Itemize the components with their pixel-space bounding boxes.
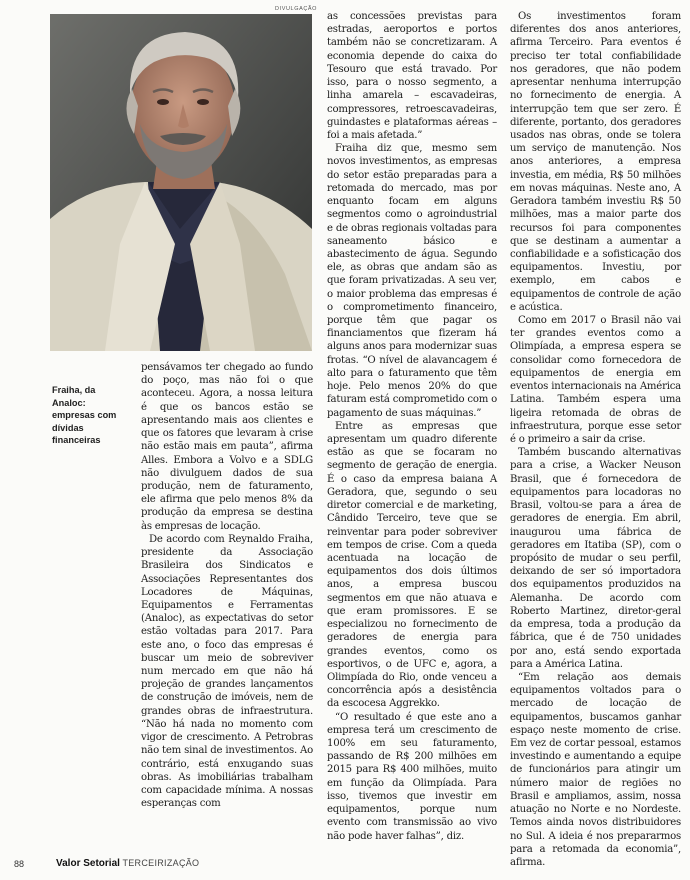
paragraph: “O resultado é que este ano a empresa terá um crescimento de 100% em seu faturamento, passando de R$ 200 milhões em 2015 para R$ 400 milhões, muito em função da Olimpíada. Para isso, tivemos que investir em equipamentos, porque num evento com transmissão ao vivo não pode haver falhas”, diz.: [327, 711, 497, 842]
paragraph: Como em 2017 o Brasil não vai ter grandes eventos como a Olimpíada, a empresa espera se consolidar como fornecedora de equipamentos de energia em eventos internacionais na América Latina. Também espera uma ligeira retomada de obras de infraestrutura, porque esse setor é o primeiro a sair da crise.: [510, 315, 681, 445]
article-column-3: [510, 10, 681, 869]
article-column-2: [327, 10, 497, 843]
photo-credit: DIVULGAÇÃO: [275, 6, 318, 12]
paragraph: as concessões previstas para estradas, aeroportos e portos também não se concretizaram. A economia depende do caixa do Tesouro que está travado. Por isso, para o nosso segmento, a linha amarela – escavadeiras, compressores, retroescavadeiras, guindastes e plataformas aéreas – foi a mais afetada.”: [327, 11, 497, 141]
paragraph: Entre as empresas que apresentam um quadro diferente estão as que se focaram no segmento de geração de energia. É o caso da empresa baiana A Geradora, que, segundo o seu diretor comercial e de marketing, Cândido Terceiro, teve que se reinventar para poder sobreviver em tempos de crise. Com a queda acentuada na locação de equipamentos dos dois últimos anos, a empresa buscou segmentos em que não atuava e que eram promissores. E se especializou no fornecimento de geradores de energia para grandes eventos, como os esportivos, o de UFC e, agora, a Olimpíada do Rio, onde venceu a concorrência após a desistência da escocesa Aggrekko.: [327, 420, 497, 710]
publication-brand: [56, 858, 199, 869]
brand-name: Valor Setorial: [56, 858, 120, 869]
paragraph: Os investimentos foram diferentes dos anos anteriores, afirma Terceiro. Para eventos é preciso ter total confiabilidade nos geradores, que não podem apresentar nenhuma interrupção no fornecimento de energia. A interrupção tem que ser zero. É diferente, portanto, dos geradores usados nas obras, onde se tolera um serviço de manutenção. Nos anos anteriores, a empresa investia, em média, R$ 50 milhões em novas máquinas. Neste ano, A Geradora também investiu R$ 50 milhões, mas a maior parte dos recursos foi para componentes que se destinam a aumentar a confiabilidade e a sofisticação dos equipamentos. Investiu, por exemplo, em cabos e equipamentos de controle de ação e acústica.: [510, 11, 681, 313]
paragraph: pensávamos ter chegado ao fundo do poço, mas não foi o que aconteceu. Agora, a nossa leitura é que os bancos estão se apresentando mais aos clientes e que os fatores que levaram à crise não estão mais em pauta”, afirma Alles. Embora a Volvo e a SDLG não divulguem dados de sua produção, nem de faturamento, ele afirma que pelo menos 8% da produção da empresa se destina às empresas de locação.: [141, 362, 313, 532]
portrait-photo: [50, 14, 312, 351]
photo-caption: Fraiha, da Analoc: empresas com dívidas financeiras: [52, 385, 117, 445]
paragraph: Também buscando alternativas para a crise, a Wacker Neuson Brasil, que é fornecedora de equipamentos para locadoras no Brasil, voltou-se para a área de geradores de energia. Em abril, inaugurou uma fábrica de geradores em Itatiba (SP), com o propósito de mudar o seu perfil, deixando de ser só importadora dos equipamentos produzidos na Alemanha. De acordo com Roberto Martinez, diretor-geral da empresa, toda a produção da fábrica, que é de 750 unidades por ano, está sendo exportada para a América Latina.: [510, 447, 681, 670]
section-name: TERCEIRIZAÇÃO: [122, 858, 200, 868]
paragraph: De acordo com Reynaldo Fraiha, presidente da Associação Brasileira dos Sindicatos e Associações Representantes dos Locadores de Máquinas, Equipamentos e Ferramentas (Analoc), as expectativas do setor estão voltadas para 2017. Para este ano, o foco das empresas é buscar um meio de sobreviver num mercado em que não há projeção de grandes lançamentos de construção de imóveis, nem de grandes obras de infraestrutura. “Não há nada no momento com vigor de crescimento. A Petrobras não tem sinal de investimentos. Ao contrário, está enxugando suas obras. As imobiliárias trabalham com capacidade mínima. A nossas esperanças com: [141, 533, 313, 810]
page-number: 88: [14, 859, 25, 869]
article-column-1: [141, 361, 313, 810]
paragraph: Fraiha diz que, mesmo sem novos investimentos, as empresas do setor estão preparadas para a retomada do mercado, mas por enquanto focam em alguns segmentos como o agroindustrial e de obras regionais voltadas para saneamento básico e abastecimento de água. Segundo ele, as obras que andam são as que foram privatizadas. A seu ver, o maior problema das empresas é o comprometimento financeiro, porque têm que pagar os financiamentos que fizeram há alguns anos para modernizar suas frotas. “O nível de alavancagem é alto para o faturamento que têm hoje. Pelo menos 20% do que faturam está comprometido com o pagamento de suas máquinas.”: [327, 143, 497, 419]
paragraph: “Em relação aos demais equipamentos voltados para o mercado de locação de equipamentos, buscamos ganhar espaço neste momento de crise. Em vez de cortar pessoal, estamos investindo e aumentando a equipe de funcionários para atingir um número maior de regiões no Brasil e ampliamos, assim, nossa atuação no Norte e no Nordeste. Temos ainda novos distribuidores no Sul. A ideia é nos prepararmos para a retomada da economia”, afirma.: [510, 671, 681, 868]
page-footer: [14, 858, 674, 872]
portrait-illustration: [50, 14, 312, 351]
